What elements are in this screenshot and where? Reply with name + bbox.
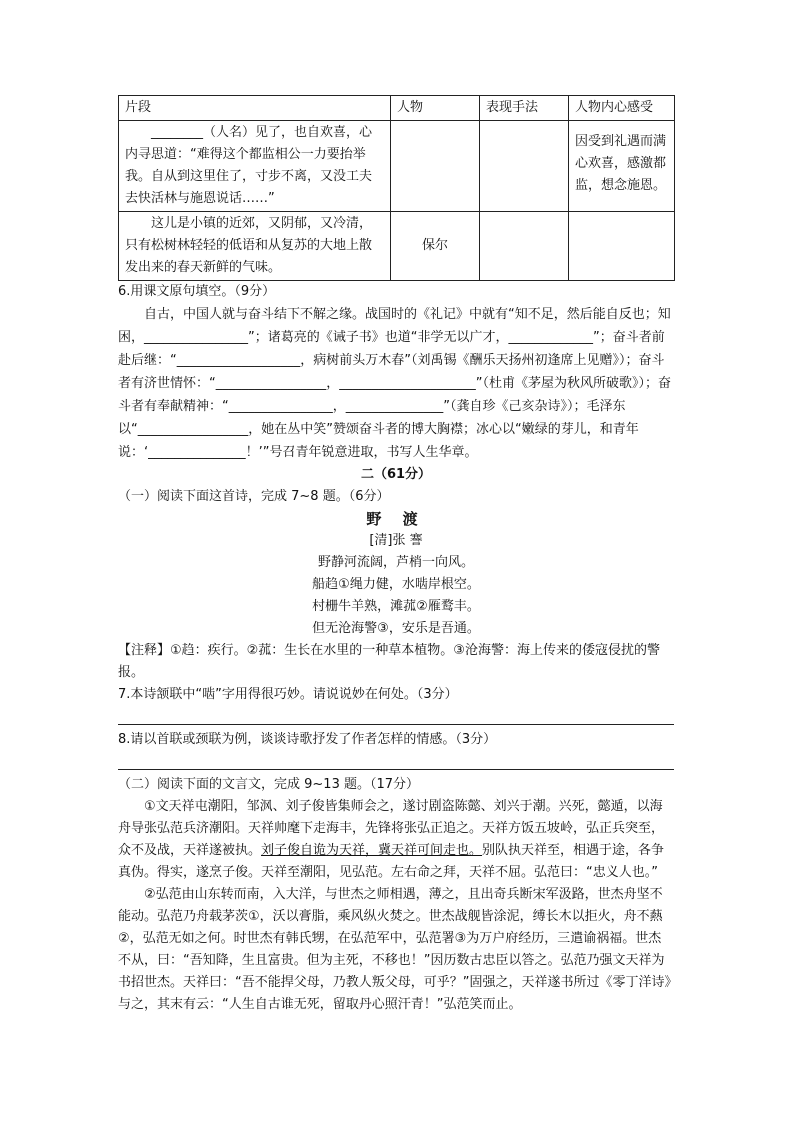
fragment-table — [118, 95, 675, 281]
question-6-stem: 6.用课文原句填空。（9分） — [118, 284, 276, 299]
underlined-sentence: 刘子俊自诡为天祥，冀天祥可间走也。 — [261, 843, 483, 858]
paragraph-text: ①文天祥屯潮阳，邹沨、刘子俊皆集师会之，遂讨剧盗陈懿、刘兴于潮。兴死，懿遁，以海舟导张弘范兵济潮阳。天祥帅麾下走海丰，先锋将张弘正追之。天祥方饭五坡岭，弘正兵突至，众不及战，天祥遂被执。 — [118, 799, 665, 858]
section-heading: 二（61分） — [360, 467, 432, 482]
question-6-text: 自古，中国人就与奋斗结下不解之缘。战国时的《礼记》中就有“知不足，然后能自反也；知困，________________”；诸葛亮的《诫子书》也道“非学无以广才，_____________”；奋斗者前赴后继：“___________________，病树前头万木春”（刘禹锡《酬乐天扬州初逢席上见赠》）；奋斗者有济世情怀：“_________________，_____________________”（杜甫《茅屋为秋风所破歌》）；奋斗者有奉献精神：“________________，_______________”（龚自珍《己亥杂诗》）；毛泽东以“_________________，她在丛中笑”赞颂奋斗者的博大胸襟；冰心以“嫩绿的芽儿，和青年说：‘_______________！’”号召青年锐意进取，书写人生华章。 — [118, 307, 671, 460]
technique-answer-cell[interactable] — [480, 212, 569, 281]
poem-line: 但无沧海警③，安乐是吾通。 — [312, 621, 480, 636]
question-8: 8.请以首联或颈联为例，谈谈诗歌抒发了作者怎样的情感。（3分） — [118, 732, 497, 747]
poem-line: 野静河流阔，芦梢一向风。 — [317, 555, 474, 570]
person-cell: 保尔 — [391, 212, 480, 281]
table-header-row — [119, 96, 675, 121]
technique-answer-cell[interactable] — [480, 121, 569, 212]
poem-line: 船趋①绳力健，水啮岸根空。 — [312, 577, 480, 592]
poem-author: [清]张 謇 — [369, 533, 423, 548]
exam-page — [118, 95, 674, 1016]
header-fragment: 片段 — [119, 96, 391, 121]
table-row — [119, 212, 675, 281]
answer-line[interactable] — [118, 706, 674, 725]
header-person: 人物 — [391, 96, 480, 121]
poem-notes: 【注释】①趋：疾行。②菰：生长在水里的一种草本植物。③沧海警：海上传来的倭寇侵扰的警报。 — [118, 643, 660, 680]
feeling-answer-cell[interactable] — [569, 212, 675, 281]
paragraph-text: 别队执天祥至，相遇于途，各争真伪。得实，遂烹子俊。天祥至潮阳，见弘范。左右命之拜，天祥不屈。弘范曰：“忠义人也。” — [118, 843, 665, 880]
classical-paragraph-1 — [118, 796, 674, 884]
part1-stem: （一）阅读下面这首诗，完成 7~8 题。（6分） — [118, 489, 390, 504]
poem-title: 野 渡 — [366, 510, 426, 528]
question-7: 7.本诗颔联中“啮”字用得很巧妙。请说说妙在何处。（3分） — [118, 687, 458, 702]
answer-line[interactable] — [118, 751, 674, 770]
poem-line: 村栅牛羊熟，滩菰②雁鹜丰。 — [312, 599, 480, 614]
table-row — [119, 121, 675, 212]
fragment-cell: 这儿是小镇的近郊，又阴郁，又冷清，只有松树林轻轻的低语和从复苏的大地上散发出来的春天新鲜的气味。 — [119, 212, 391, 281]
fragment-cell: ________（人名）见了，也自欢喜，心内寻思道：“难得这个都监相公一力要抬举我。自从到这里住了，寸步不离，又没工夫去快活林与施恩说话……” — [119, 121, 391, 212]
header-feeling: 人物内心感受 — [569, 96, 675, 121]
person-answer-cell[interactable] — [391, 121, 480, 212]
header-technique: 表现手法 — [480, 96, 569, 121]
feeling-cell: 因受到礼遇而满心欢喜，感激都监，想念施恩。 — [569, 121, 675, 212]
part2-stem: （二）阅读下面的文言文，完成 9~13 题。（17分） — [118, 777, 420, 792]
classical-paragraph-2: ②弘范由山东转而南，入大洋，与世杰之师相遇，薄之，且出奇兵断宋军汲路，世杰舟坚不能动。弘范乃舟载茅茨①，沃以膏脂，乘风纵火焚之。世杰战舰皆涂泥，缚长木以拒火，舟不爇②，弘范无如之何。时世杰有韩氏甥，在弘范军中，弘范署③为万户府经历，三遣谕祸福。世杰不从，曰：“吾知降，生且富贵。但为主死，不移也！”因历数古忠臣以答之。弘范乃强文天祥为书招世杰。天祥曰：“吾不能捍父母，乃教人叛父母，可乎？”固强之，天祥遂书所过《零丁洋诗》与之，其末有云：“人生自古谁无死，留取丹心照汗青！”弘范笑而止。 — [118, 887, 671, 1012]
